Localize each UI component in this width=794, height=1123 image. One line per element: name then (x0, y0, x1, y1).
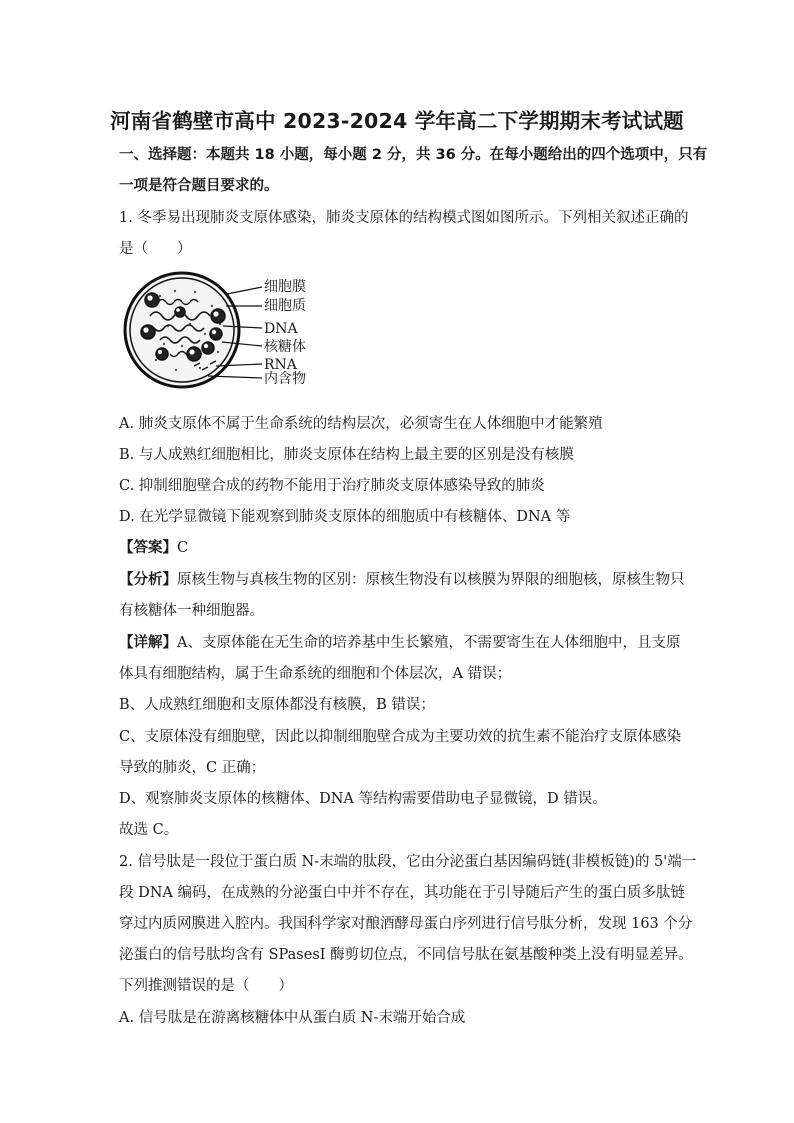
q1-option-b: B. 与人成熟红细胞相比，肺炎支原体在结构上最主要的区别是没有核膜 (119, 447, 574, 463)
label-cytoplasm: 细胞质 (264, 298, 306, 314)
answer-value: C (177, 540, 189, 556)
q1-detail-line-3: B、人成熟红细胞和支原体都没有核膜，B 错误； (119, 697, 435, 713)
label-inclusion: 内含物 (264, 371, 306, 387)
q1-option-a: A. 肺炎支原体不属于生命系统的结构层次，必须寄生在人体细胞中才能繁殖 (119, 416, 603, 432)
section-heading-line-2: 一项是符合题目要求的。 (119, 178, 279, 194)
q1-analysis-line-2: 有核糖体一种细胞器。 (119, 603, 264, 619)
q1-detail-line-6: D、观察肺炎支原体的核糖体、DNA 等结构需要借助电子显微镜，D 错误。 (119, 791, 607, 807)
q1-detail-line-5: 导致的肺炎，C 正确； (119, 760, 266, 776)
page-title: 河南省鹤壁市高中 2023-2024 学年高二下学期期末考试试题 (110, 109, 684, 133)
q2-stem-line-3: 穿过内质网膜进入腔内。我国科学家对酿酒酵母蛋白序列进行信号肽分析，发现 163 个分 (119, 916, 693, 932)
analysis-text-1: 原核生物与真核生物的区别：原核生物没有以核膜为界限的细胞核，原核生物只 (177, 572, 685, 588)
q1-stem-line-1: 1. 冬季易出现肺炎支原体感染，肺炎支原体的结构模式图如图所示。下列相关叙述正确的 (119, 210, 689, 226)
q1-conclusion: 故选 C。 (119, 822, 179, 838)
analysis-tag: 【分析】 (119, 572, 177, 588)
answer-tag: 【答案】 (119, 540, 177, 556)
q1-option-c: C. 抑制细胞壁合成的药物不能用于治疗肺炎支原体感染导致的肺炎 (119, 478, 545, 494)
q1-option-d: D. 在光学显微镜下能观察到肺炎支原体的细胞质中有核糖体、DNA 等 (119, 509, 571, 525)
q1-detail-line-2: 体具有细胞结构，属于生命系统的细胞和个体层次，A 错误； (119, 666, 512, 682)
q1-detail-line-1 (119, 633, 679, 653)
detail-tag: 【详解】 (119, 635, 177, 651)
q2-stem-line-1: 2. 信号肽是一段位于蛋白质 N-末端的肽段，它由分泌蛋白基因编码链(非模板链)的 5'端一 (119, 854, 697, 870)
label-rna: RNA (264, 357, 297, 373)
q2-stem-line-5: 下列推测错误的是（ ） (119, 978, 293, 994)
detail-text-1: A、支原体能在无生命的培养基中生长繁殖，不需要寄生在人体细胞中，且支原 (177, 635, 681, 651)
q1-analysis-line-1 (119, 570, 685, 590)
q1-detail-line-4: C、支原体没有细胞壁，因此以抑制细胞壁合成为主要功效的抗生素不能治疗支原体感染 (119, 729, 682, 745)
q1-stem-line-2: 是（ ） (119, 241, 192, 257)
label-ribosome: 核糖体 (264, 339, 306, 355)
q2-option-a: A. 信号肽是在游离核糖体中从蛋白质 N-末端开始合成 (119, 1010, 466, 1026)
label-cell-membrane: 细胞膜 (264, 279, 306, 295)
q1-answer (119, 538, 679, 558)
label-dna: DNA (264, 321, 298, 337)
section-heading-line-1: 一、选择题：本题共 18 小题，每小题 2 分，共 36 分。在每小题给出的四个选项中，只有 (119, 147, 708, 163)
q2-stem-line-2: 段 DNA 编码，在成熟的分泌蛋白中并不存在，其功能在于引导随后产生的蛋白质多肽链 (119, 885, 685, 901)
q2-stem-line-4: 泌蛋白的信号肽均含有 SPasesI 酶剪切位点，不同信号肽在氨基酸种类上没有明显差异。 (119, 947, 693, 963)
